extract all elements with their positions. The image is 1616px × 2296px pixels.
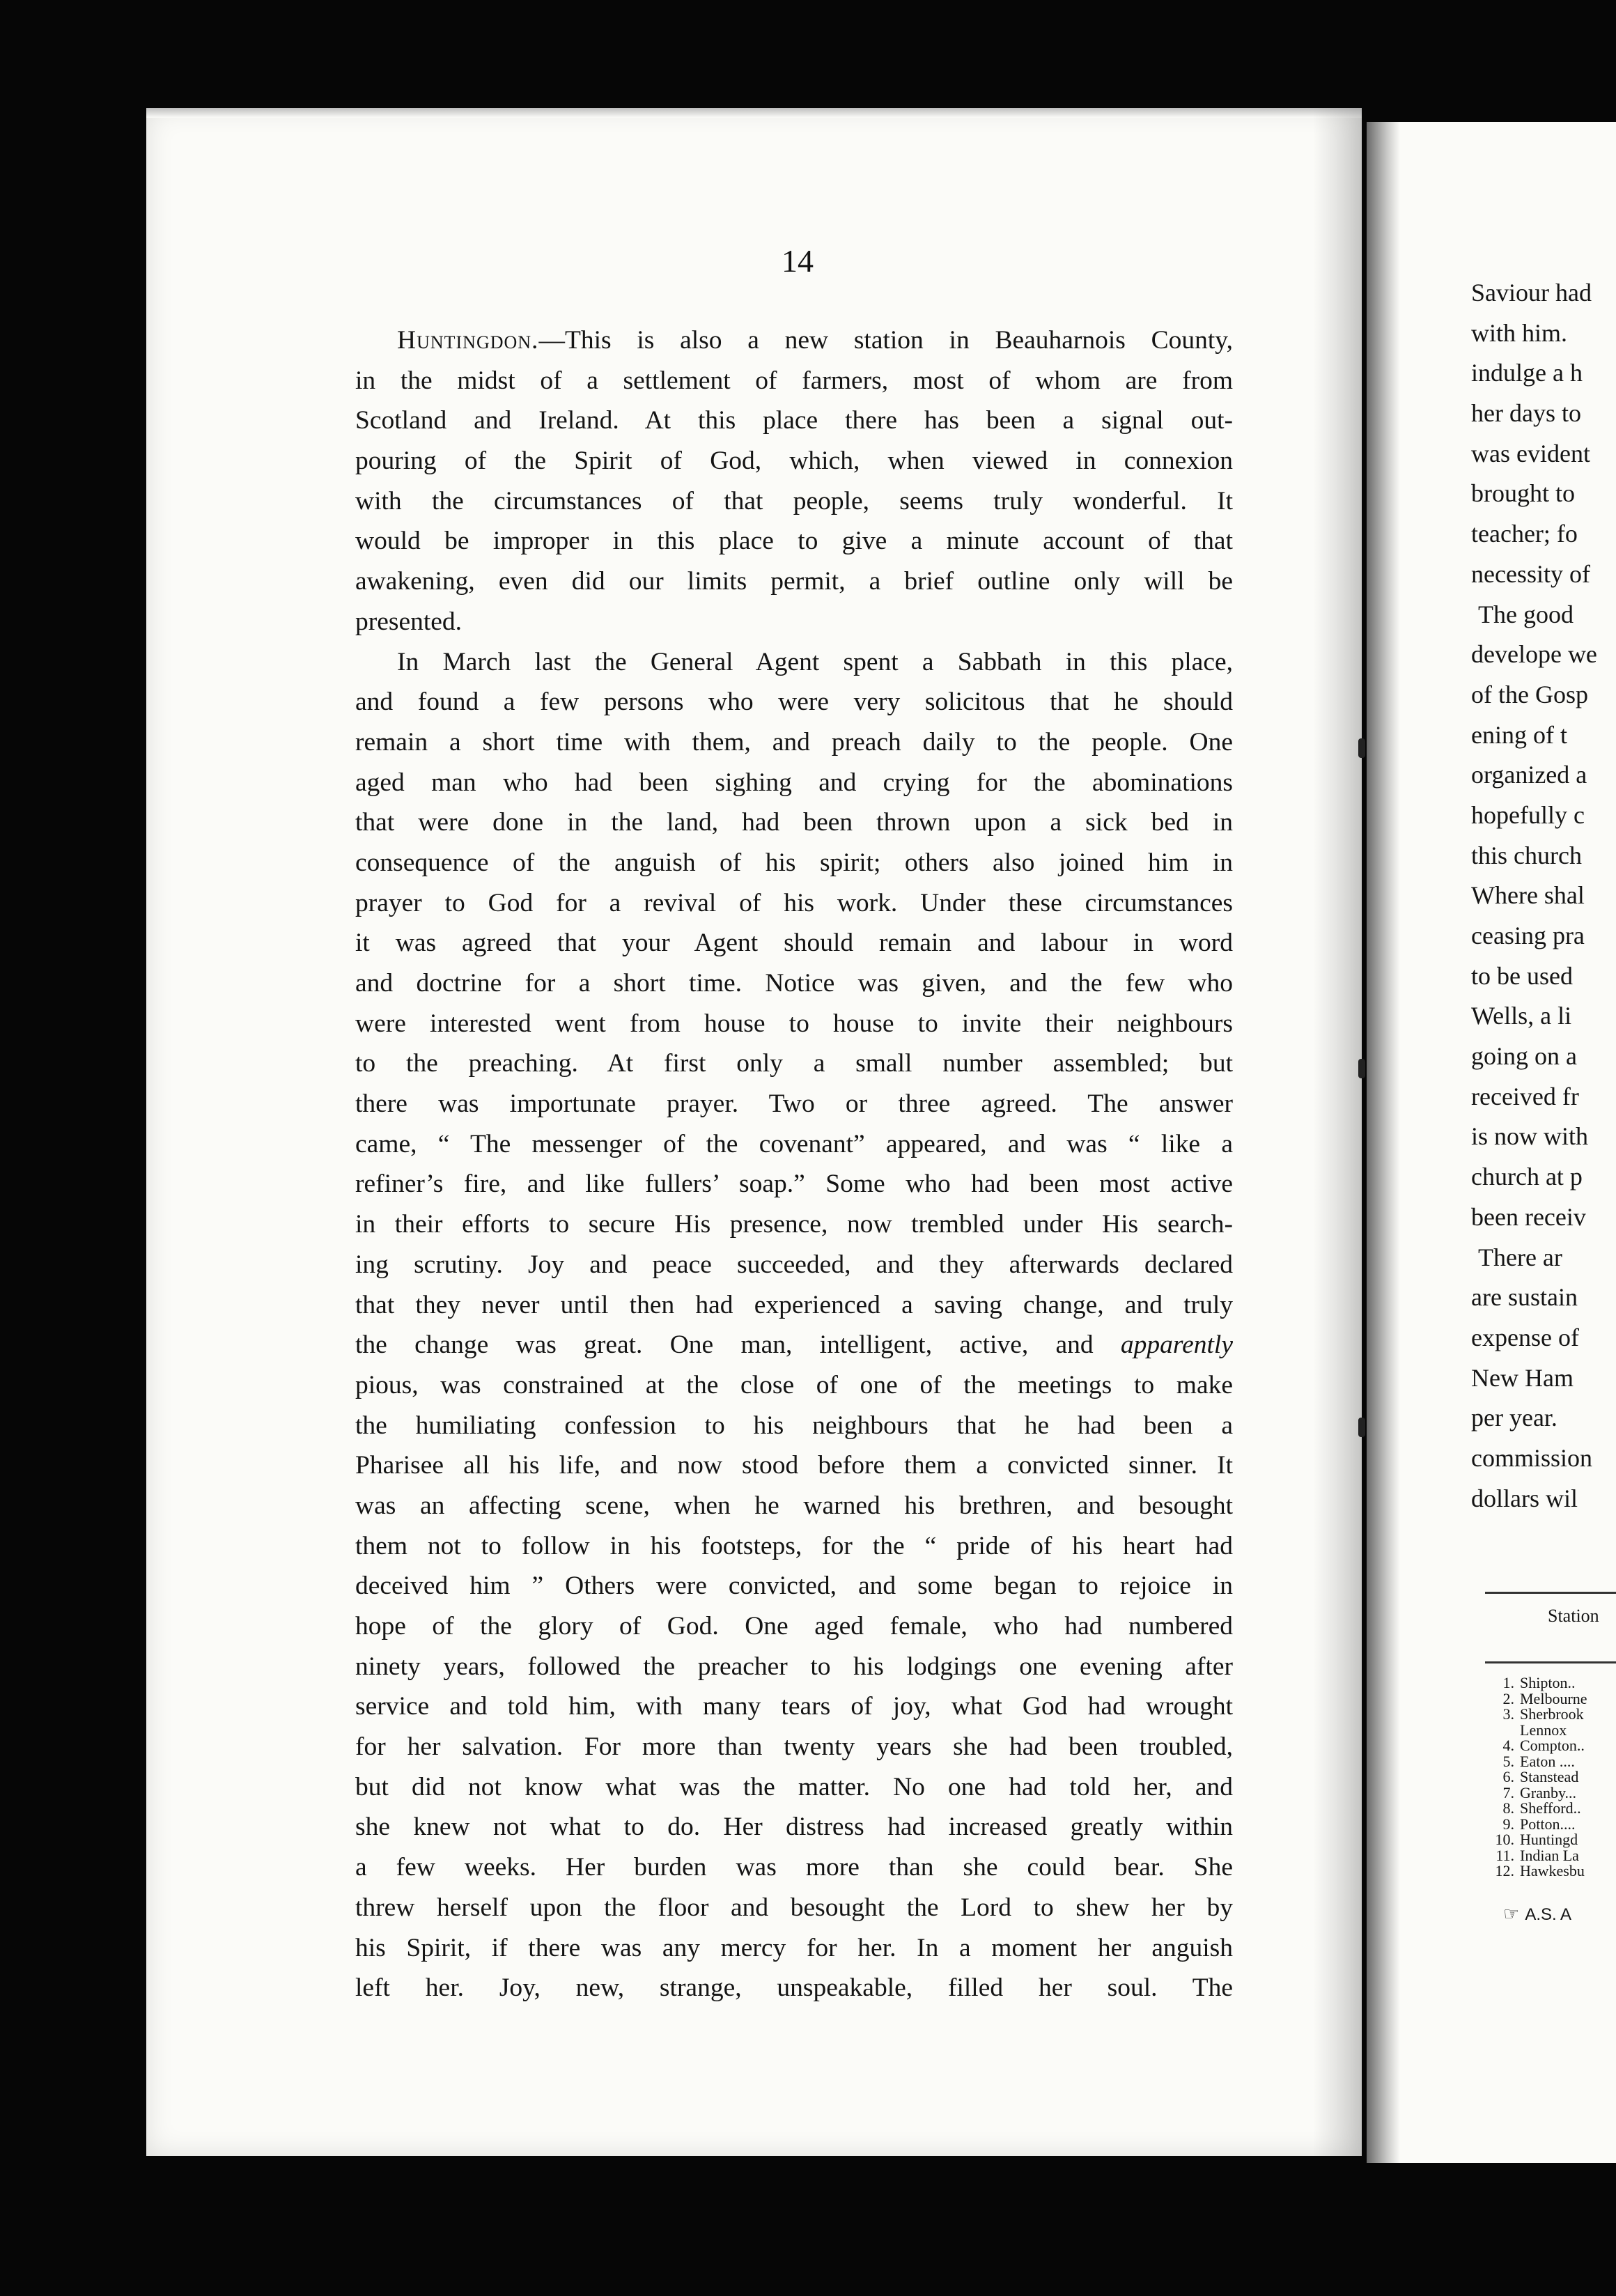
body-text xyxy=(355,320,1233,2008)
text-line: deceived him ” Others were convicted, and some began to rejoice in xyxy=(355,1572,1233,1601)
stations-list xyxy=(1485,1675,1616,1879)
station-row xyxy=(1485,1754,1616,1770)
text-line: prayer to God for a revival of his work. Under these circumstances xyxy=(355,888,1233,917)
right-text-line: There ar xyxy=(1478,1243,1562,1271)
station-name: Lennox xyxy=(1520,1721,1567,1739)
station-number: 9. xyxy=(1502,1815,1514,1833)
station-number: 10. xyxy=(1495,1831,1514,1848)
right-text-line: been receiv xyxy=(1471,1202,1586,1231)
station-row xyxy=(1485,1832,1616,1848)
station-row xyxy=(1485,1723,1616,1739)
station-number: 12. xyxy=(1495,1862,1514,1879)
text-line: them not to follow in his footsteps, for the “ pride of his heart had xyxy=(355,1531,1233,1560)
text-line: In March last the General Agent spent a Sabbath in this place, xyxy=(397,647,1233,676)
right-text-line: with him. xyxy=(1471,318,1568,347)
station-name: Compton.. xyxy=(1520,1737,1585,1754)
text-line: to the preaching. At first only a small number assembled; but xyxy=(355,1049,1233,1078)
table-rule xyxy=(1485,1661,1616,1663)
right-text-line: organized a xyxy=(1471,761,1587,789)
right-text-line: was evident xyxy=(1471,439,1590,467)
text-line: was an affecting scene, when he warned his brethren, and besought xyxy=(355,1491,1233,1520)
right-text-line: of the Gosp xyxy=(1471,680,1588,708)
station-number: 8. xyxy=(1502,1799,1514,1817)
text-line: a few weeks. Her burden was more than she could bear. She xyxy=(355,1853,1233,1882)
station-name: Shipton.. xyxy=(1520,1675,1576,1691)
text-line: presented. xyxy=(355,607,463,636)
right-text-line: to be used xyxy=(1471,961,1573,990)
station-row xyxy=(1485,1817,1616,1833)
right-text-line: dollars wil xyxy=(1471,1484,1578,1512)
text-line: with the circumstances of that people, seems truly wonderful. It xyxy=(355,486,1233,515)
station-number: 6. xyxy=(1502,1768,1514,1785)
right-text-line: brought to xyxy=(1471,479,1575,508)
text-line: it was agreed that your Agent should remain and labour in word xyxy=(355,929,1233,958)
text-line: hope of the glory of God. One aged female, who had numbered xyxy=(355,1612,1233,1640)
station-row xyxy=(1485,1785,1616,1801)
station-name: Indian La xyxy=(1520,1846,1579,1864)
text-line: and doctrine for a short time. Notice was given, and the few who xyxy=(355,969,1233,998)
text-line: there was importunate prayer. Two or three agreed. The answer xyxy=(355,1089,1233,1119)
station-number: 5. xyxy=(1502,1752,1514,1770)
station-name: Shefford.. xyxy=(1520,1799,1581,1817)
text-line: consequence of the anguish of his spirit; others also joined him in xyxy=(355,848,1233,877)
right-text-line: Where shal xyxy=(1471,881,1585,910)
station-row xyxy=(1485,1707,1616,1723)
station-number: 1. xyxy=(1502,1675,1514,1691)
text-line: in their efforts to secure His presence, now trembled under His search- xyxy=(355,1210,1233,1239)
text-line: ing scrutiny. Joy and peace succeeded, and they afterwards declared xyxy=(355,1250,1233,1279)
station-row xyxy=(1485,1769,1616,1785)
text-line: refiner’s fire, and like fullers’ soap.” Some who had been most active xyxy=(355,1170,1233,1199)
text-line: pouring of the Spirit of God, which, when viewed in connexion xyxy=(355,447,1233,476)
text-line: aged man who had been sighing and crying for the abominations xyxy=(355,768,1233,797)
text-line: that were done in the land, had been thrown upon a sick bed in xyxy=(355,808,1233,837)
emphasis: apparently xyxy=(1120,1331,1233,1360)
text-line: Pharisee all his life, and now stood before them a convicted sinner. It xyxy=(355,1451,1233,1480)
text-line: and found a few persons who were very solicitous that he should xyxy=(355,688,1233,717)
text-line: left her. Joy, new, strange, unspeakable, filled her soul. The xyxy=(355,1973,1233,2003)
page-number: 14 xyxy=(782,243,814,279)
text-line: came, “ The messenger of the covenant” appeared, and was “ like a xyxy=(355,1129,1233,1158)
text-line: in the midst of a settlement of farmers, most of whom are from xyxy=(355,366,1233,395)
footer-note-text: A.S. A xyxy=(1525,1905,1572,1924)
right-text-line: are sustain xyxy=(1471,1283,1578,1312)
section-heading: Huntingdon. xyxy=(397,326,539,355)
station-name: Sherbrook xyxy=(1520,1705,1584,1723)
text-line: remain a short time with them, and preach daily to the people. One xyxy=(355,727,1233,757)
paragraph xyxy=(355,642,1233,2008)
station-row xyxy=(1485,1738,1616,1754)
pointing-hand-icon: ☞ xyxy=(1503,1903,1520,1924)
station-number: 2. xyxy=(1502,1689,1514,1707)
station-number: 11. xyxy=(1495,1846,1514,1864)
station-number: 3. xyxy=(1502,1705,1514,1723)
station-name: Hawkesbu xyxy=(1520,1862,1585,1879)
right-text-line: teacher; fo xyxy=(1471,520,1578,548)
text-line: ninety years, followed the preacher to his lodgings one evening after xyxy=(355,1652,1233,1681)
text-line: pious, was constrained at the close of one of the meetings to make xyxy=(355,1370,1233,1399)
text-line: Huntingdon.—This is also a new station in Beauharnois County, xyxy=(397,326,1233,355)
right-text-line: develope we xyxy=(1471,640,1597,669)
right-text-line: ening of t xyxy=(1471,720,1567,749)
station-row xyxy=(1485,1863,1616,1879)
right-text-line: expense of xyxy=(1471,1323,1579,1351)
text-line: were interested went from house to house to invite their neighbours xyxy=(355,1009,1233,1038)
right-text-line: Wells, a li xyxy=(1471,1002,1572,1030)
right-page-text xyxy=(1471,273,1616,1519)
station-row xyxy=(1485,1691,1616,1707)
right-text-line: going on a xyxy=(1471,1042,1577,1071)
right-text-line: commission xyxy=(1471,1443,1593,1472)
station-name: Stanstead xyxy=(1520,1768,1579,1785)
stations-heading: Station xyxy=(1548,1606,1599,1626)
right-text-line: this church xyxy=(1471,841,1582,869)
station-row xyxy=(1485,1675,1616,1691)
station-name: Granby... xyxy=(1520,1783,1577,1801)
station-name: Eaton .... xyxy=(1520,1752,1575,1770)
text-line: she knew not what to do. Her distress had increased greatly within xyxy=(355,1813,1233,1842)
station-name: Potton.... xyxy=(1520,1815,1576,1833)
right-text-line: church at p xyxy=(1471,1163,1583,1191)
station-number: 7. xyxy=(1502,1783,1514,1801)
paragraph xyxy=(355,320,1233,642)
text-line: that they never until then had experienced a saving change, and truly xyxy=(355,1290,1233,1319)
text-line: awakening, even did our limits permit, a brief outline only will be xyxy=(355,567,1233,596)
scan-artifact xyxy=(1358,1418,1365,1437)
text-line: the humiliating confession to his neighbours that he had been a xyxy=(355,1411,1233,1440)
text-line: for her salvation. For more than twenty years she had been troubled, xyxy=(355,1732,1233,1762)
scan-artifact xyxy=(1358,738,1365,758)
right-text-line: The good xyxy=(1478,600,1574,628)
book-gutter xyxy=(1367,122,1400,2163)
footer-note xyxy=(1503,1903,1571,1925)
station-number: 4. xyxy=(1502,1737,1514,1754)
right-text-line: is now with xyxy=(1471,1122,1589,1151)
text-line: the change was great. One man, intelligent, active, and apparently xyxy=(355,1331,1233,1360)
right-text-line: ceasing pra xyxy=(1471,922,1585,949)
right-text-line: Saviour had xyxy=(1471,279,1592,307)
station-row xyxy=(1485,1801,1616,1817)
page-fold-shadow xyxy=(1313,108,1362,2156)
station-row xyxy=(1485,1848,1616,1864)
right-text-line: New Ham xyxy=(1471,1363,1574,1392)
scan-artifact xyxy=(1358,1059,1365,1078)
section-rule xyxy=(1485,1592,1616,1594)
station-name: Melbourne xyxy=(1520,1689,1587,1707)
station-name: Huntingd xyxy=(1520,1831,1578,1848)
text-line: but did not know what was the matter. No one had told her, and xyxy=(355,1772,1233,1801)
text-line: his Spirit, if there was any mercy for her. In a moment her anguish xyxy=(355,1933,1233,1962)
right-text-line: her days to xyxy=(1471,399,1581,428)
page-edge-shadow xyxy=(146,108,1362,118)
text-line: service and told him, with many tears of joy, what God had wrought xyxy=(355,1692,1233,1721)
right-text-line: per year. xyxy=(1471,1404,1557,1432)
right-text-line: hopefully c xyxy=(1471,800,1585,829)
right-text-line: indulge a h xyxy=(1471,359,1583,387)
right-text-line: necessity of xyxy=(1471,559,1590,588)
right-text-line: received fr xyxy=(1471,1082,1579,1110)
text-line: would be improper in this place to give a minute account of that xyxy=(355,527,1233,556)
text-line: Scotland and Ireland. At this place there has been a signal out- xyxy=(355,406,1233,435)
text-line: threw herself upon the floor and besought the Lord to shew her by xyxy=(355,1893,1233,1922)
